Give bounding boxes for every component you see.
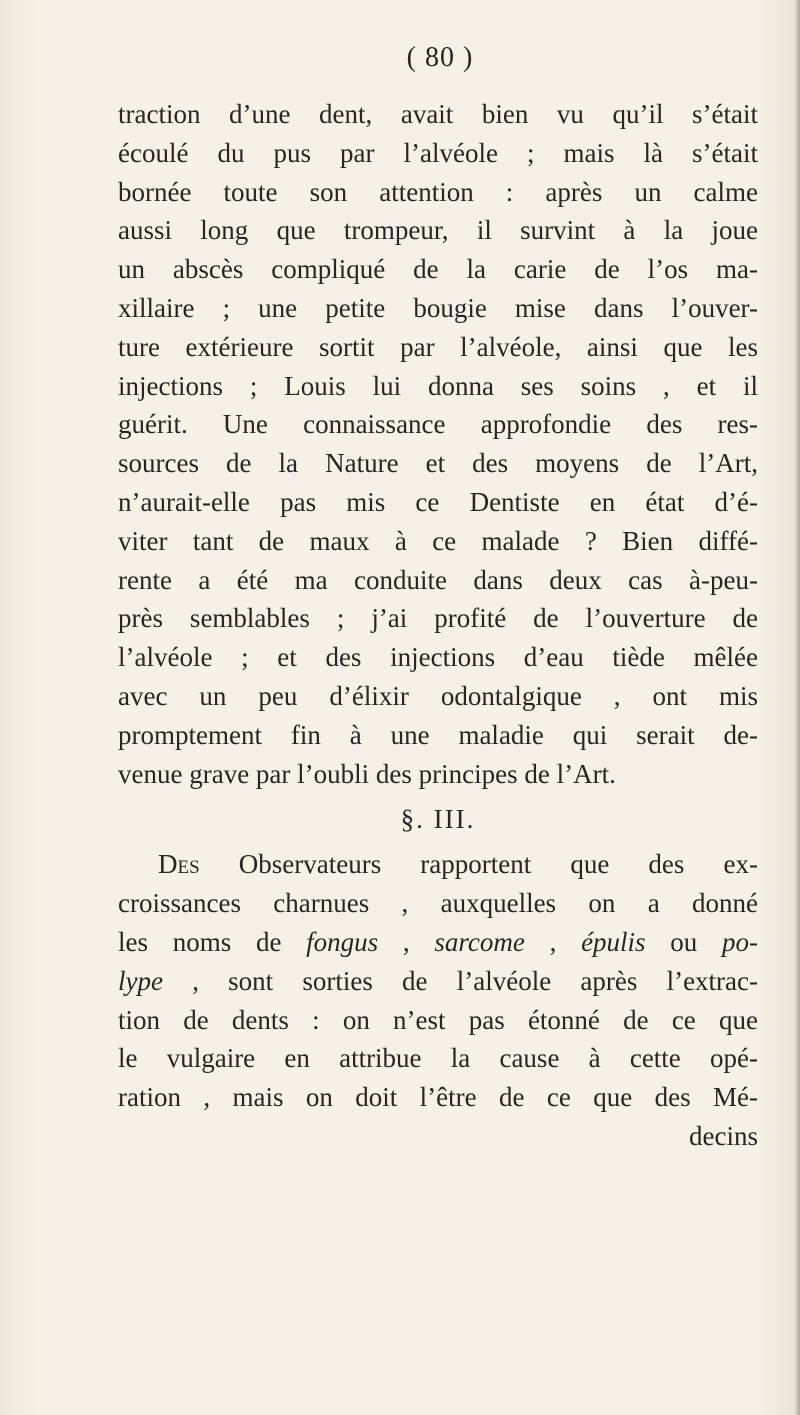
text-line: aussi long que trompeur, il survint à la joue [118, 215, 758, 246]
text-line: ture extérieure sortit par l’alvéole, ainsi que les [118, 331, 758, 362]
text-line: rente a été ma conduite dans deux cas à-peu- [118, 564, 758, 595]
text-line: viter tant de maux à ce malade ? Bien diffé- [118, 525, 758, 556]
text-line: un abscès compliqué de la carie de l’os ma- [118, 254, 758, 285]
text-line: ration , mais on doit l’être de ce que des Mé- [118, 1082, 758, 1113]
text-line [118, 962, 758, 1001]
page-edge-shadow [794, 0, 800, 1415]
text-line: tion de dents : on n’est pas étonné de ce que [118, 1004, 758, 1035]
drop-word: Des [158, 849, 200, 880]
text-line: venue grave par l’oubli des principes de l’Art. [118, 758, 616, 789]
line-text: , [378, 926, 435, 957]
text-line: guérit. Une connaissance approfondie des res- [118, 409, 758, 440]
text-line: xillaire ; une petite bougie mise dans l’ouver- [118, 292, 758, 323]
italic-term: lype [118, 965, 163, 996]
text-line: l’alvéole ; et des injections d’eau tiède mêlée [118, 642, 758, 673]
text-line: le vulgaire en attribue la cause à cette opé- [118, 1043, 758, 1074]
line-text: les noms de [118, 926, 307, 957]
text-line: avec un peu d’élixir odontalgique , ont mis [118, 680, 758, 711]
section-heading: §. III. [400, 804, 476, 835]
italic-term: po- [722, 926, 759, 957]
paragraph-2 [118, 845, 758, 1155]
text-line: croissances charnues , auxquelles on a donné [118, 888, 758, 919]
line-text: Observateurs rapportent que des ex- [199, 849, 758, 880]
line-text: , sont sorties de l’alvéole après l’extrac- [162, 965, 758, 996]
italic-term: épulis [581, 926, 646, 957]
paragraph-1 [118, 95, 758, 793]
text-line: écoulé du pus par l’alvéole ; mais là s’était [118, 137, 758, 168]
italic-term: fongus [306, 926, 379, 957]
text-line: sources de la Nature et des moyens de l’Art, [118, 448, 758, 479]
text-line: traction d’une dent, avait bien vu qu’il s’était [118, 99, 758, 129]
text-line: injections ; Louis lui donna ses soins , et il [118, 370, 758, 401]
text-line [118, 923, 758, 962]
page-text [118, 95, 758, 1156]
italic-term: sarcome [434, 926, 525, 957]
text-line: près semblables ; j’ai profité de l’ouverture de [118, 603, 758, 634]
text-line: n’aurait-elle pas mis ce Dentiste en état d’é- [118, 486, 758, 517]
page-number: ( 80 ) [406, 42, 474, 73]
catchword: decins [689, 1120, 758, 1151]
text-line [118, 845, 758, 884]
line-text: , [524, 926, 582, 957]
text-line: promptement fin à une maladie qui serait de- [118, 719, 758, 750]
text-line: bornée toute son attention : après un calme [118, 176, 758, 207]
line-text: ou [645, 926, 723, 957]
